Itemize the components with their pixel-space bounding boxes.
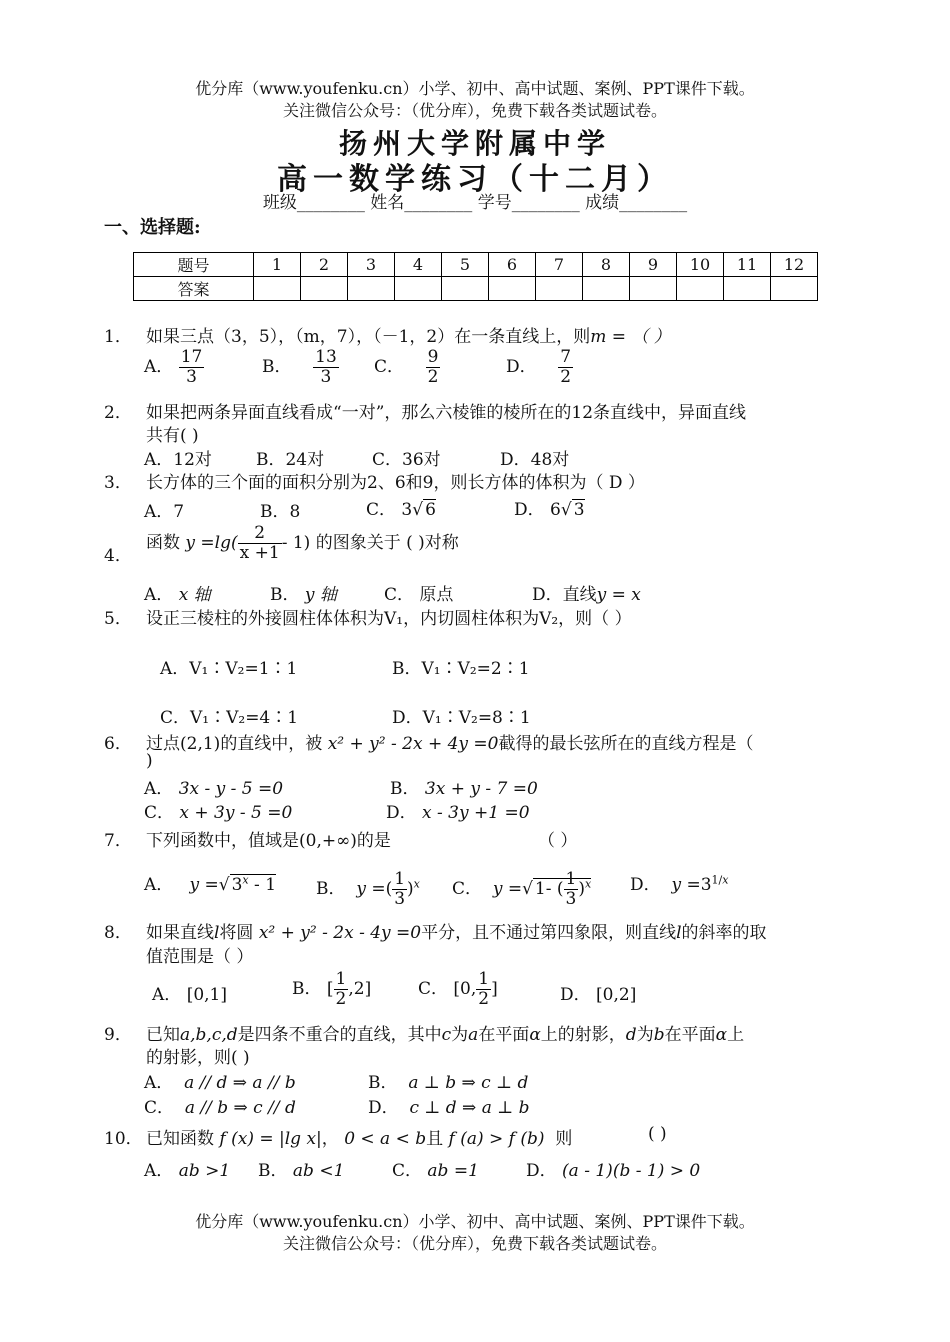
q8-l: l (214, 923, 220, 943)
option-label: B． (270, 585, 300, 605)
q5-option-d: D．V₁∶V₂=8∶1 (392, 708, 531, 728)
q8-t1: 如果直线 (146, 923, 214, 943)
answer-cell[interactable] (442, 277, 489, 301)
q7-t2: 的是 (356, 831, 391, 851)
q6-number: 6． (104, 734, 132, 754)
frac-num: 9 (427, 347, 439, 367)
q4-option-a (144, 580, 211, 605)
option-label: B． (368, 1073, 398, 1093)
q9-t2: 是四条不重合的直线，其中 (237, 1025, 442, 1045)
table-cell: 2 (301, 253, 348, 277)
q1-option-b (262, 348, 339, 387)
option-value: a // b ⇒ c // d (184, 1098, 296, 1118)
q7-option-d: D． $y =3^{1/x}$ (630, 873, 729, 895)
option-label: D． (630, 875, 661, 895)
exam-title: 高一数学练习（十二月） (277, 162, 673, 197)
option-value: x + 3y - 5 =0 (179, 803, 293, 823)
frac-den: x +1 (239, 543, 280, 563)
header-line-1: 优分库（www.youfenku.cn）小学、初中、高中试题、案例、PPT课件下载。 (195, 79, 755, 98)
q3-number: 3． (104, 473, 132, 493)
frac-den: 2 (427, 367, 439, 387)
option-value: [0,1] (186, 985, 227, 1005)
q9-t8: 上 (727, 1025, 745, 1045)
q10-paren: ( ) (648, 1124, 667, 1144)
q8-t4: 的斜率的取 (681, 923, 767, 943)
radicand: 6 (425, 500, 436, 520)
table-cell: 5 (442, 253, 489, 277)
option-label: A． (152, 985, 182, 1005)
option-label: C． (144, 1098, 175, 1118)
option-label: D．直线 (532, 585, 597, 605)
q6-point: (2,1) (180, 734, 221, 754)
q8-number: 8． (104, 923, 132, 943)
frac-den: 2 (560, 367, 572, 387)
coef: 6 (550, 500, 561, 520)
option-label: D． (506, 357, 537, 377)
answer-cell[interactable] (301, 277, 348, 301)
option-value: (a - 1)(b - 1) > 0 (562, 1161, 701, 1181)
frac-den: 3 (313, 367, 339, 387)
option-label: C． (392, 1161, 423, 1181)
option-value: 3x + y - 7 =0 (424, 779, 538, 799)
option-label: C． (452, 879, 483, 899)
q6-option-d (386, 798, 530, 823)
answer-cell[interactable] (348, 277, 395, 301)
q10-t2: ， (321, 1129, 339, 1149)
q6-text (146, 729, 753, 754)
q10-fn: f (x) = |lg x| (219, 1129, 322, 1149)
option-label: D． (386, 803, 417, 823)
q9-t3: 为 (451, 1025, 469, 1045)
q5-number: 5． (104, 609, 132, 629)
q10-number: 10． (104, 1129, 143, 1149)
option-label: B． (258, 1161, 288, 1181)
option-label: C． (418, 979, 449, 999)
q6-option-c (144, 798, 292, 823)
answer-cell[interactable] (771, 277, 818, 301)
q9-option-b (368, 1068, 528, 1093)
frac-num: 13 (315, 347, 337, 367)
q10-option-c (392, 1156, 479, 1181)
option-value: x - 3y +1 =0 (422, 803, 530, 823)
header-line-2: 关注微信公众号：（优分库），免费下载各类试题试卷。 (282, 101, 667, 120)
footer-line-1: 优分库（www.youfenku.cn）小学、初中、高中试题、案例、PPT课件下载。 (195, 1212, 755, 1231)
answer-cell[interactable] (489, 277, 536, 301)
frac-den: 3 (179, 367, 205, 387)
option-value: ab <1 (292, 1161, 345, 1181)
option-label: C． (374, 357, 405, 377)
q10-cond2: f (a) > f (b) (448, 1129, 545, 1149)
q6-t3: 截得的最长弦所在的直线方程是（ (498, 734, 754, 754)
q10-option-d (526, 1156, 700, 1181)
q8-option-b: B． [ $\frac{1}{2}$ ,2] (292, 969, 372, 1009)
q2-option-a: A．12对 (144, 450, 212, 470)
q9-number: 9． (104, 1025, 132, 1045)
q9-text-2: 的射影，则( ) (146, 1048, 250, 1068)
table-row (134, 253, 818, 277)
table-cell: 1 (254, 253, 301, 277)
q3-option-d: D． 6√ 3 (514, 500, 585, 520)
table-cell: 6 (489, 253, 536, 277)
answer-cell[interactable] (724, 277, 771, 301)
q10-t1: 已知函数 (146, 1129, 214, 1149)
q6-option-b (390, 774, 538, 799)
q2-option-d: D．48对 (500, 450, 570, 470)
option-label: A． (144, 1073, 174, 1093)
student-info-line: 班级________ 姓名________ 学号________ 成绩________ (262, 193, 688, 213)
table-cell: 11 (724, 253, 771, 277)
table-cell: 7 (536, 253, 583, 277)
table-cell: 8 (583, 253, 630, 277)
q5-option-a: A．V₁∶V₂=1∶1 (160, 659, 298, 679)
option-label: D． (560, 985, 591, 1005)
q7-number: 7． (104, 831, 132, 851)
option-label: B． (316, 879, 346, 899)
section-heading: 一、选择题: (104, 217, 201, 238)
q5-option-c: C．V₁∶V₂=4∶1 (160, 708, 299, 728)
q10-t3: 且 (426, 1129, 444, 1149)
table-row (134, 277, 818, 301)
q8-t2: 将圆 (219, 923, 254, 943)
q6-text-2: ) (146, 751, 153, 771)
option-label: C． (366, 500, 397, 520)
q8-circle: x² + y² - 2x - 4y =0 (258, 923, 422, 943)
q7-range: (0,+∞) (299, 831, 357, 851)
q7-t1: 下列函数中，值域是 (146, 831, 299, 851)
q6-circle: x² + y² - 2x + 4y =0 (327, 734, 499, 754)
option-value: ab =1 (427, 1161, 479, 1181)
option-label: A． (144, 875, 174, 895)
q7-text (146, 826, 391, 851)
q8-option-a (152, 980, 227, 1005)
q9-t6: 为 (636, 1025, 654, 1045)
school-title: 扬州大学附属中学 (338, 127, 611, 160)
q5-text: 设正三棱柱的外接圆柱体体积为V₁，内切圆柱体积为V₂，则（ ） (146, 609, 632, 629)
answer-table (133, 252, 818, 301)
option-label: C． (144, 803, 175, 823)
answer-cell[interactable] (677, 277, 724, 301)
q9-option-c (144, 1093, 296, 1118)
option-label: D． (514, 500, 545, 520)
option-value: ab >1 (178, 1161, 231, 1181)
option-label: B． (262, 357, 292, 377)
q10-cond: 0 < a < b (344, 1129, 427, 1149)
q10-option-b (258, 1156, 344, 1181)
q1-text (146, 322, 671, 347)
q7-option-a: A． y =√ 3$^x$ - 1 (144, 873, 277, 895)
q10-t4: 则 (555, 1129, 573, 1149)
option-label: A． (144, 585, 174, 605)
radicand: 3 (573, 500, 585, 520)
option-label: B． (390, 779, 420, 799)
option-value: y = x (596, 585, 641, 605)
table-cell: 10 (677, 253, 724, 277)
table-cell: 9 (630, 253, 677, 277)
option-value: [0,2] (596, 985, 637, 1005)
q10-option-a (144, 1156, 230, 1181)
q9-vars: a,b,c,d (180, 1025, 238, 1045)
q4-text (146, 524, 459, 563)
q6-t1: 过点 (146, 734, 180, 754)
q3-option-c: C． 3√ 6 (366, 500, 436, 520)
q7-option-b: B． y =( $\frac{1}{3}$ )$^x$ (316, 869, 420, 909)
q2-option-c: C．36对 (372, 450, 441, 470)
q4-fn-b: - 1) (281, 533, 311, 553)
q9-t4: 在平面 (478, 1025, 530, 1045)
q1-option-a (144, 348, 204, 387)
option-label: D． (526, 1161, 557, 1181)
option-label: B． (292, 979, 322, 999)
q3-option-b: B．8 (260, 502, 301, 522)
q1-option-d (506, 348, 573, 387)
q6-option-a (144, 774, 283, 799)
q10-text (146, 1124, 572, 1149)
option-value: x 轴 (178, 585, 211, 605)
row-label-number: 题号 (134, 253, 254, 277)
table-cell: 3 (348, 253, 395, 277)
q4-pre: 函数 (146, 533, 180, 553)
frac-num: 7 (560, 347, 572, 367)
q6-t2: 的直线中，被 (220, 734, 323, 754)
answer-cell[interactable] (583, 277, 630, 301)
q8-l2: l (676, 923, 682, 943)
q9-t7: 在平面 (664, 1025, 716, 1045)
q9-option-d (368, 1093, 530, 1118)
option-label: A． (144, 779, 174, 799)
table-cell: 4 (395, 253, 442, 277)
q2-text-1: 如果把两条异面直线看成“一对”，那么六棱锥的棱所在的12条直线中，异面直线 (146, 403, 747, 423)
q1-number: 1． (104, 327, 132, 347)
coef: 3 (401, 500, 413, 520)
option-value: a ⊥ b ⇒ c ⊥ d (408, 1073, 529, 1093)
option-value: a // d ⇒ a // b (184, 1073, 296, 1093)
frac-num: 2 (254, 523, 266, 543)
q8-t3: 平分，且不通过第四象限，则直线 (421, 923, 677, 943)
q1-tail: m = （ ） (590, 327, 671, 347)
option-value: 3x - y - 5 =0 (178, 779, 284, 799)
option-value: y 轴 (304, 585, 337, 605)
q9-t5: 上的射影， (540, 1025, 626, 1045)
option-value: c ⊥ d ⇒ a ⊥ b (409, 1098, 530, 1118)
q2-number: 2． (104, 403, 132, 423)
q4-option-d (532, 580, 641, 605)
q4-post: 的图象关于 ( )对称 (315, 533, 459, 553)
q8-text-2: 值范围是（ ） (146, 947, 254, 967)
q3-option-a: A．7 (144, 502, 185, 522)
answer-cell[interactable] (254, 277, 301, 301)
q9-t1: 已知 (146, 1025, 180, 1045)
q1-option-c (374, 348, 440, 387)
q8-option-d (560, 980, 636, 1005)
option-label: A． (144, 1161, 174, 1181)
q7-paren: （ ） (538, 831, 578, 851)
q4-number: 4． (104, 546, 132, 566)
footer-line-2: 关注微信公众号：（优分库），免费下载各类试题试卷。 (282, 1234, 667, 1253)
q7-option-c: C． y =√ 1- ( $\frac{1}{3}$ )$^x$ (452, 869, 592, 909)
q8-text (146, 918, 767, 943)
frac-num: 17 (180, 347, 203, 367)
table-cell: 12 (771, 253, 818, 277)
q3-text: 长方体的三个面的面积分别为2、6和9，则长方体的体积为（ D ） (146, 473, 645, 493)
q4-option-b (270, 580, 337, 605)
answer-cell[interactable] (630, 277, 677, 301)
q1-stem: 如果三点（3，5），（m，7），（－1，2）在一条直线上，则 (146, 327, 591, 347)
q4-option-c: C． 原点 (384, 585, 454, 605)
q9-text: 已知a,b,c,d是四条不重合的直线，其中c为a在平面α上的射影，d为b在平面α上 (146, 1025, 745, 1045)
q2-option-b: B．24对 (256, 450, 325, 470)
answer-cell[interactable] (536, 277, 583, 301)
q4-fn-a: y =lg( (185, 533, 238, 553)
option-label: D． (368, 1098, 399, 1118)
q9-option-a (144, 1068, 296, 1093)
q2-text-2: 共有( ) (146, 426, 199, 446)
option-label: A． (144, 357, 174, 377)
q5-option-b: B．V₁∶V₂=2∶1 (392, 659, 530, 679)
q8-option-c: C． [0, $\frac{1}{2}$ ] (418, 969, 498, 1009)
answer-cell[interactable] (395, 277, 442, 301)
row-label-answer: 答案 (134, 277, 254, 301)
